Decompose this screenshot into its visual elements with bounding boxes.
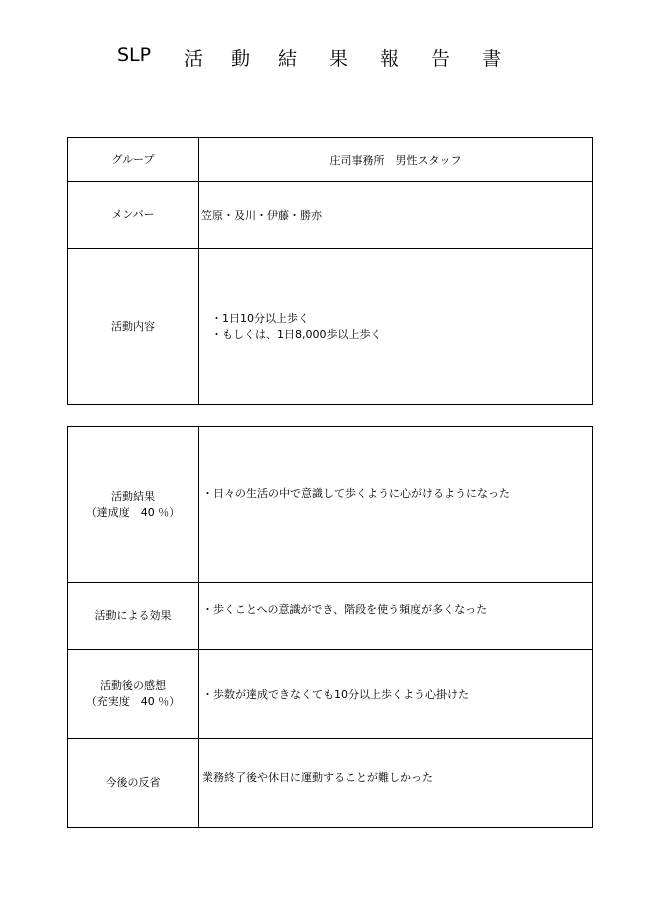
impression-value: ・歩数が達成できなくても10分以上歩くよう心掛けた [199,650,593,739]
title-char: SLP [117,44,152,66]
result-value: ・日々の生活の中で意識して歩くように心がけるようになった [199,427,593,583]
result-label-line: 活動結果 [111,489,155,503]
member-label: メンバー [68,182,199,249]
group-label: グループ [68,138,199,182]
activity-label: 活動内容 [68,249,199,405]
impression-label-line: 活動後の感想 [100,679,166,692]
reflection-label: 今後の反省 [68,739,199,828]
title-char: 書 [482,48,502,70]
member-row [68,182,593,249]
title-char: 動 [231,48,251,70]
effect-value: ・歩くことへの意識ができ、階段を使う頻度が多くなった [199,583,593,650]
title-char: 告 [431,48,451,70]
group-value: 庄司事務所 男性スタッフ [199,138,593,182]
reflection-value: 業務終了後や休日に運動することが難しかった [199,739,593,828]
activity-line: ・1日10分以上歩く [211,311,309,325]
effect-row [68,583,593,650]
title-char: 果 [329,48,349,70]
result-label [68,427,199,583]
activity-result-table [67,426,593,828]
activity-row [68,249,593,405]
impression-label-line: （充実度 40 ％） [85,695,181,708]
group-row [68,138,593,182]
activity-info-table [67,137,593,405]
impression-label [68,650,199,739]
activity-value [199,249,593,405]
title-char: 活 [184,48,204,70]
title-char: 結 [278,48,298,70]
activity-line: ・もしくは、1日8,000歩以上歩く [211,327,382,341]
title-char: 報 [380,48,400,70]
effect-label: 活動による効果 [68,583,199,650]
member-value: 笠原・及川・伊藤・勝亦 [199,182,593,249]
impression-row [68,650,593,739]
result-row [68,427,593,583]
result-label-line: （達成度 40 ％） [85,505,181,519]
reflection-row [68,739,593,828]
